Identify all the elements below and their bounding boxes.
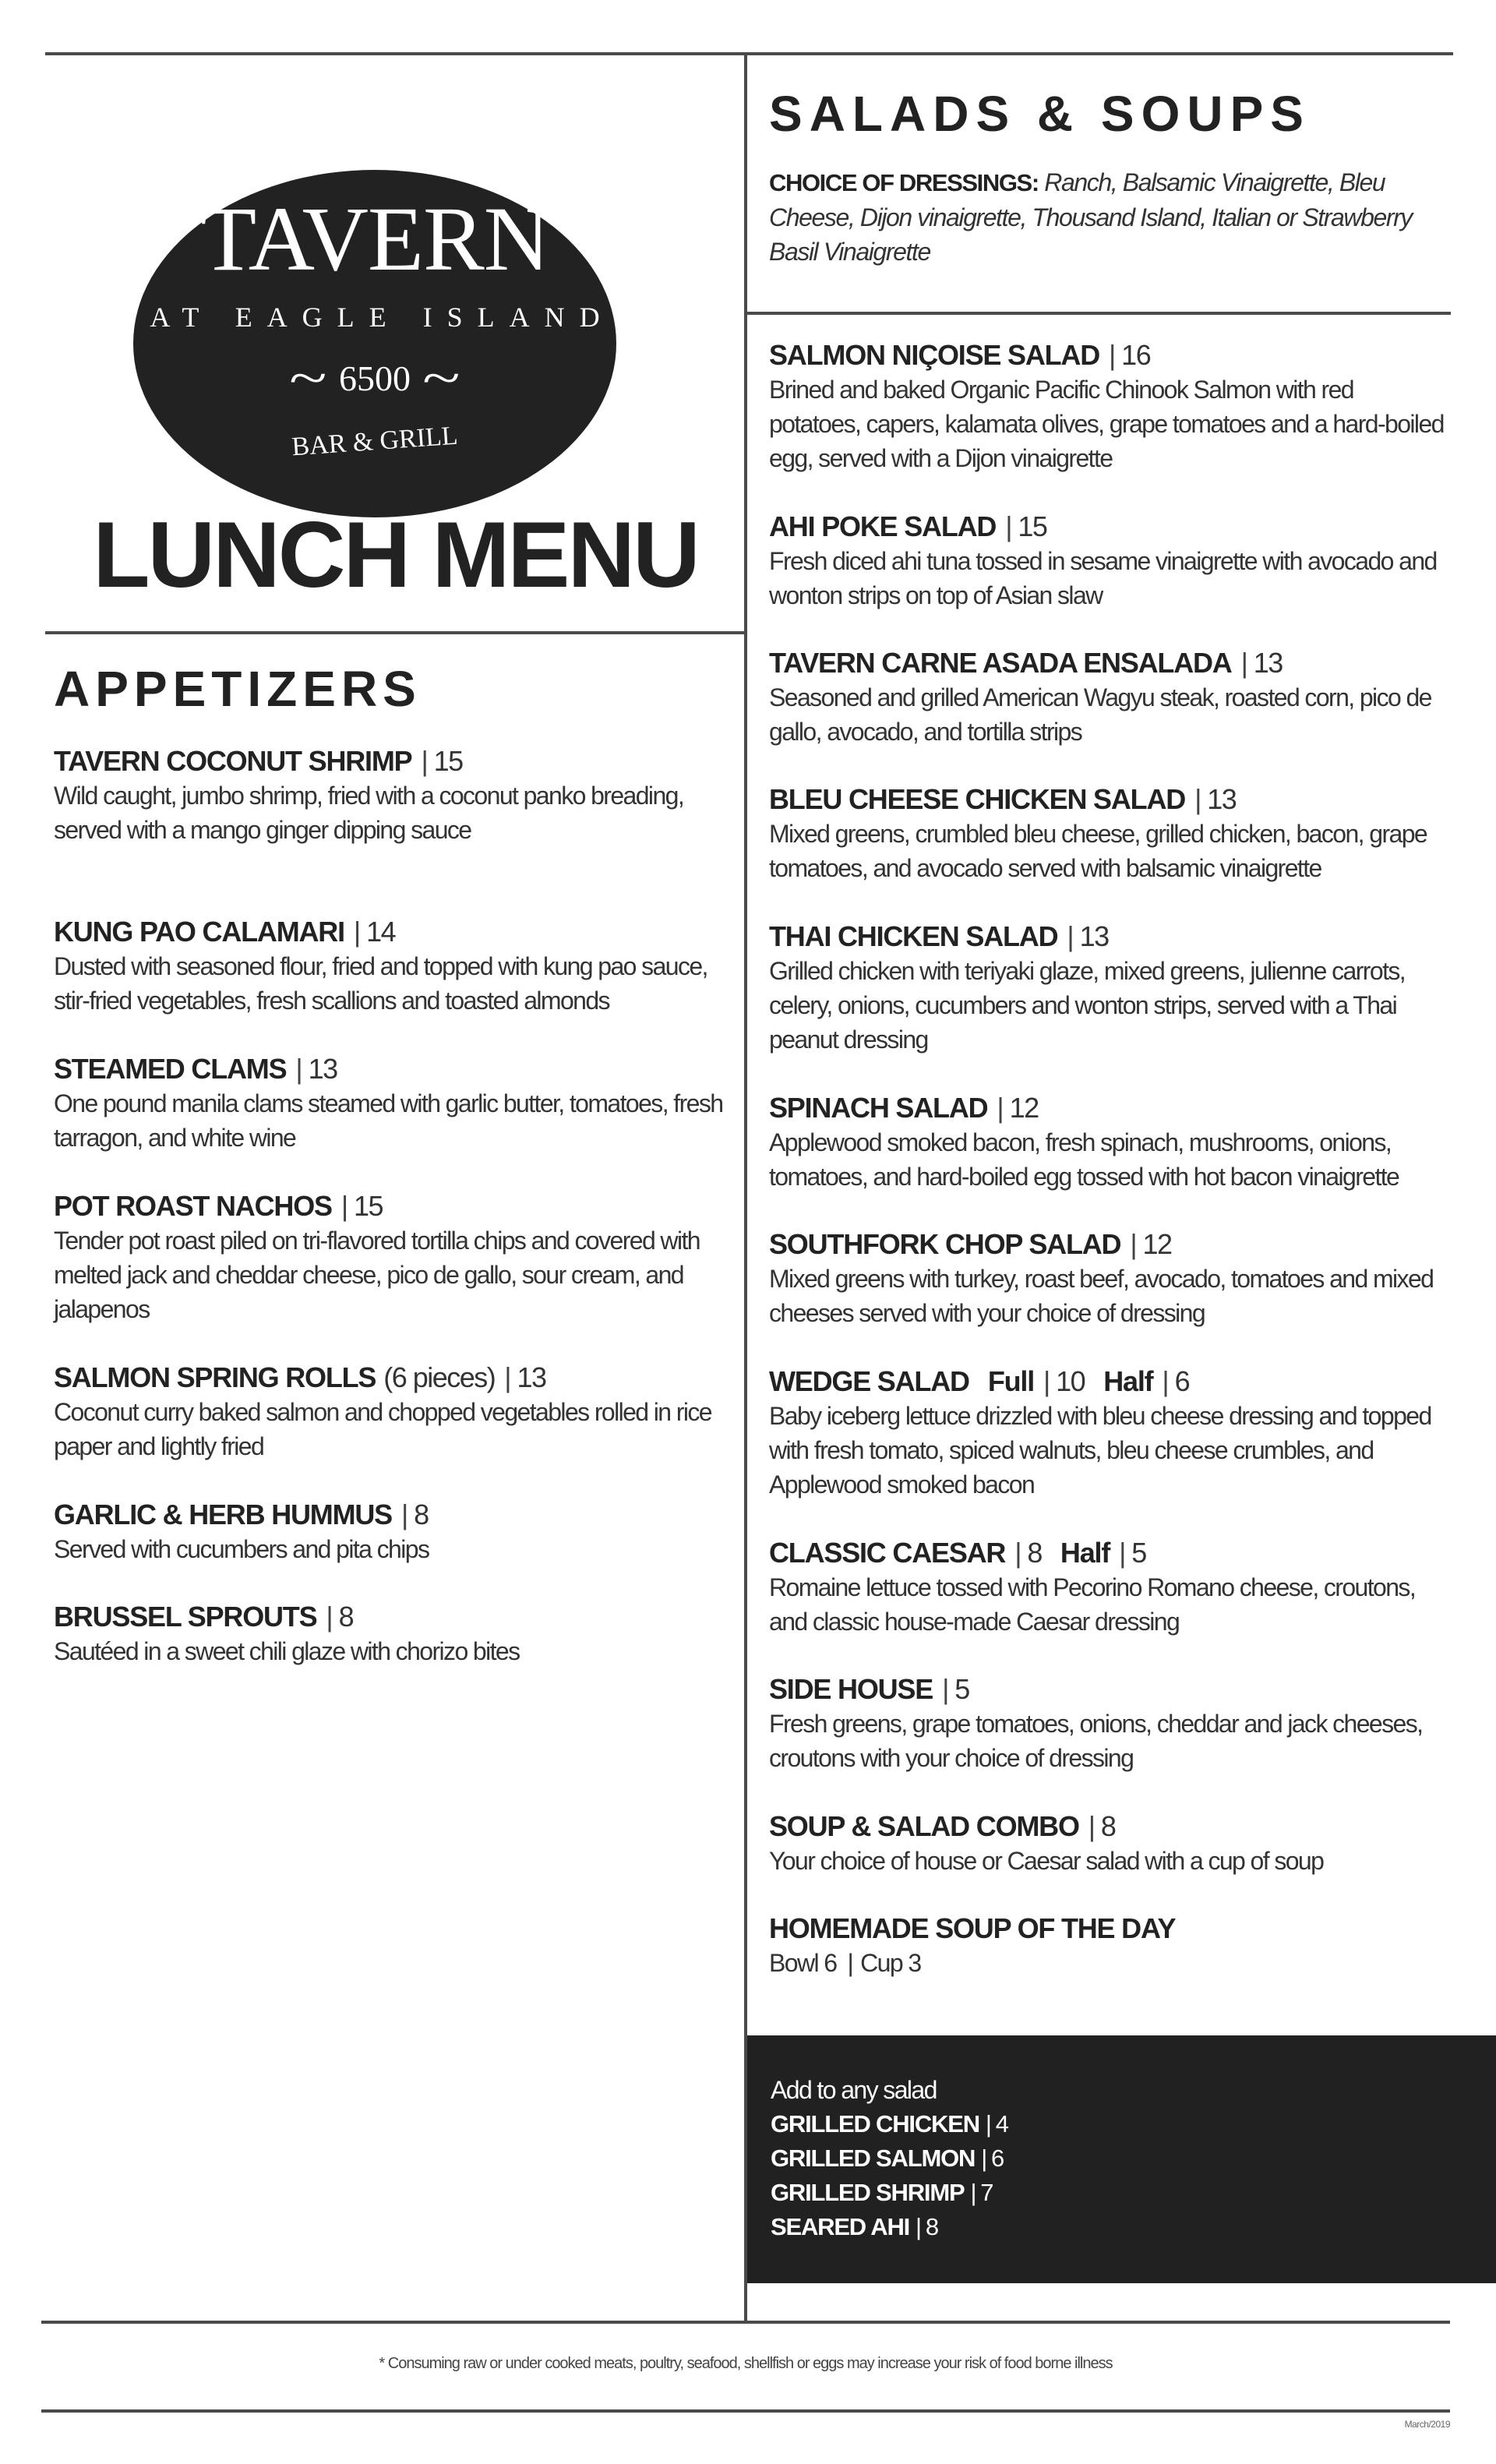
item-name: AHI POKE SALAD — [769, 510, 997, 542]
menu-item — [54, 1052, 732, 1155]
addon-item — [771, 2210, 1008, 2244]
appetizers-heading: APPETIZERS — [54, 661, 422, 717]
item-name: HOMEMADE SOUP OF THE DAY — [769, 1912, 1176, 1944]
item-description: Wild caught, jumbo shrimp, fried with a coconut panko breading, served with a mango ginger dipping sauce — [54, 782, 684, 844]
logo-number: 6500 — [339, 358, 411, 398]
restaurant-logo — [133, 170, 616, 517]
addon-price: 7 — [980, 2179, 993, 2206]
item-description: Dusted with seasoned flour, fried and topped with kung pao sauce, stir-fried vegetables, fresh scallions and toasted almonds — [54, 952, 707, 1015]
menu-item — [769, 338, 1447, 475]
separator: | — [340, 1190, 348, 1222]
addon-item — [771, 2107, 1008, 2141]
separator: | — [295, 1053, 302, 1085]
item-note: (6 pieces) — [383, 1361, 496, 1393]
item-price: 13 — [1253, 647, 1283, 679]
item-name: STEAMED CLAMS — [54, 1053, 287, 1085]
dressings-list: Ranch, Balsamic Vinaigrette, Bleu Cheese, Dijon vinaigrette, Thousand Island, Italian or Strawberry Basil Vinaigrette — [769, 168, 1413, 266]
menu-item — [769, 1912, 1447, 1980]
addon-item — [771, 2141, 1008, 2176]
item-description: Fresh greens, grape tomatoes, onions, cheddar and jack cheeses, croutons with your choice of dressing — [769, 1710, 1423, 1772]
item-price: 8 — [1100, 1810, 1116, 1842]
separator: | — [421, 745, 428, 777]
separator: | — [353, 916, 361, 948]
footer-top-rule — [41, 2321, 1450, 2324]
item-price: 8 — [338, 1601, 354, 1633]
addon-name: GRILLED SALMON — [771, 2145, 976, 2172]
item-name: POT ROAST NACHOS — [54, 1190, 332, 1222]
item-name: CLASSIC CAESAR — [769, 1537, 1006, 1569]
addons-intro: Add to any salad — [771, 2076, 937, 2104]
separator: | — [997, 1092, 1004, 1124]
full-label: Full — [987, 1365, 1034, 1397]
item-price: 15 — [1018, 510, 1047, 542]
separator: | — [326, 1601, 333, 1633]
separator: | — [970, 2179, 976, 2206]
item-name: SOUP & SALAD COMBO — [769, 1810, 1079, 1842]
separator: | — [1043, 1365, 1050, 1397]
item-name: BLEU CHEESE CHICKEN SALAD — [769, 783, 1186, 815]
dressings-rule — [746, 312, 1451, 315]
item-price: 12 — [1009, 1092, 1039, 1124]
item-price: 10 — [1056, 1365, 1085, 1397]
item-name: SALMON SPRING ROLLS — [54, 1361, 376, 1393]
separator: | — [1119, 1537, 1126, 1569]
separator: | — [1162, 1365, 1169, 1397]
menu-item — [769, 1672, 1447, 1775]
column-divider — [744, 52, 747, 2324]
half-label: Half — [1060, 1537, 1110, 1569]
item-price: 14 — [366, 916, 396, 948]
separator: | — [1109, 339, 1116, 371]
footer-bottom-rule — [41, 2409, 1450, 2413]
separator: | — [942, 1673, 949, 1705]
dressings-label: CHOICE OF DRESSINGS: — [769, 169, 1039, 196]
item-name: TAVERN COCONUT SHRIMP — [54, 745, 412, 777]
addon-price: 4 — [995, 2110, 1008, 2137]
separator: | — [847, 1949, 853, 1977]
separator: | — [504, 1361, 511, 1393]
menu-item — [769, 1227, 1447, 1330]
logo-subtitle: AT EAGLE ISLAND — [150, 302, 615, 333]
item-description: Brined and baked Organic Pacific Chinook Salmon with red potatoes, capers, kalamata olives, grape tomatoes and a hard-boiled egg, served with a Dijon vinaigrette — [769, 376, 1444, 472]
menu-item — [769, 1091, 1447, 1194]
food-safety-disclaimer: * Consuming raw or under cooked meats, poultry, seafood, shellfish or eggs may increase your risk of food borne illness — [379, 2355, 1113, 2372]
menu-date: March/2019 — [1404, 2419, 1450, 2430]
item-name: WEDGE SALAD — [769, 1365, 969, 1397]
menu-item — [769, 920, 1447, 1057]
separator: | — [916, 2213, 921, 2240]
item-price: 13 — [1079, 920, 1109, 952]
item-name: SIDE HOUSE — [769, 1673, 933, 1705]
item-price: 16 — [1121, 339, 1151, 371]
item-description: Sautéed in a sweet chili glaze with chorizo bites — [54, 1637, 520, 1665]
item-name: GARLIC & HERB HUMMUS — [54, 1499, 392, 1530]
separator: | — [1067, 920, 1074, 952]
menu-item — [769, 646, 1447, 749]
addon-name: GRILLED SHRIMP — [771, 2179, 965, 2206]
item-name: SPINACH SALAD — [769, 1092, 988, 1124]
menu-item — [769, 1809, 1447, 1878]
salads-heading: SALADS & SOUPS — [769, 86, 1311, 142]
item-description: Baby iceberg lettuce drizzled with bleu cheese dressing and topped with fresh tomato, spiced walnuts, bleu cheese crumbles, and Applewood smoked bacon — [769, 1402, 1431, 1499]
item-description: Your choice of house or Caesar salad with a cup of soup — [769, 1847, 1324, 1875]
item-price: 8 — [414, 1499, 429, 1530]
addon-name: SEARED AHI — [771, 2213, 910, 2240]
addon-price: 6 — [991, 2145, 1004, 2172]
item-description: One pound manila clams steamed with garlic butter, tomatoes, fresh tarragon, and white wine — [54, 1089, 723, 1152]
item-description: Fresh diced ahi tuna tossed in sesame vinaigrette with avocado and wonton strips on top of Asian slaw — [769, 547, 1437, 609]
item-name: TAVERN CARNE ASADA ENSALADA — [769, 647, 1232, 679]
item-description: Served with cucumbers and pita chips — [54, 1535, 429, 1563]
item-description: Grilled chicken with teriyaki glaze, mixed greens, julienne carrots, celery, onions, cucumbers and wonton strips, served with a Thai peanut dressing — [769, 957, 1406, 1054]
swash-left-icon: ~ — [289, 350, 327, 405]
item-description: Mixed greens with turkey, roast beef, avocado, tomatoes and mixed cheeses served with your choice of dressing — [769, 1265, 1434, 1327]
item-price: 8 — [1027, 1537, 1042, 1569]
left-header-rule — [45, 631, 746, 634]
separator: | — [1194, 783, 1201, 815]
separator: | — [1130, 1228, 1137, 1260]
menu-item — [769, 782, 1447, 885]
item-name: SALMON NIÇOISE SALAD — [769, 339, 1100, 371]
menu-item — [54, 915, 732, 1018]
item-description: Mixed greens, crumbled bleu cheese, grilled chicken, bacon, grape tomatoes, and avocado served with balsamic vinaigrette — [769, 820, 1427, 882]
item-name: SOUTHFORK CHOP SALAD — [769, 1228, 1121, 1260]
logo-number-row — [133, 350, 616, 405]
item-price: 12 — [1142, 1228, 1172, 1260]
half-price: 6 — [1174, 1365, 1190, 1397]
menu-item — [54, 744, 732, 847]
separator: | — [1088, 1810, 1095, 1842]
addons-panel — [747, 2035, 1496, 2283]
item-name: BRUSSEL SPROUTS — [54, 1601, 317, 1633]
item-price: 13 — [517, 1361, 546, 1393]
item-description: Tender pot roast piled on tri-flavored tortilla chips and covered with melted jack and cheddar cheese, pico de gallo, sour cream, and jalapenos — [54, 1227, 700, 1323]
menu-item — [54, 1498, 732, 1566]
menu-item — [769, 1536, 1447, 1639]
item-name: KUNG PAO CALAMARI — [54, 916, 344, 948]
logo-name: TAVERN — [200, 188, 549, 290]
menu-item — [54, 1189, 732, 1326]
logo-tagline: BAR & GRILL — [291, 421, 459, 462]
page-title: LUNCH MENU — [93, 503, 698, 607]
item-price: 5 — [954, 1673, 969, 1705]
addon-name: GRILLED CHICKEN — [771, 2110, 979, 2137]
soup-sizes — [769, 1946, 1447, 1980]
cup-price: Cup 3 — [860, 1949, 921, 1977]
bowl-price: Bowl 6 — [769, 1949, 837, 1977]
item-description: Coconut curry baked salmon and chopped vegetables rolled in rice paper and lightly fried — [54, 1398, 711, 1460]
item-price: 13 — [1207, 783, 1237, 815]
separator: | — [1014, 1537, 1021, 1569]
addon-item — [771, 2176, 1008, 2210]
separator: | — [400, 1499, 408, 1530]
top-rule — [45, 52, 1453, 55]
item-name: THAI CHICKEN SALAD — [769, 920, 1058, 952]
half-price: 5 — [1131, 1537, 1146, 1569]
addon-price: 8 — [925, 2213, 938, 2240]
menu-item — [54, 1361, 732, 1463]
separator: | — [981, 2145, 987, 2172]
menu-item — [769, 510, 1447, 612]
item-description: Romaine lettuce tossed with Pecorino Romano cheese, croutons, and classic house-made Caesar dressing — [769, 1573, 1416, 1636]
separator: | — [1240, 647, 1247, 679]
half-label: Half — [1103, 1365, 1153, 1397]
item-price: 15 — [433, 745, 463, 777]
swash-right-icon: ~ — [422, 350, 460, 405]
menu-item — [54, 1600, 732, 1668]
separator: | — [1005, 510, 1012, 542]
item-price: 15 — [353, 1190, 383, 1222]
item-description: Seasoned and grilled American Wagyu steak, roasted corn, pico de gallo, avocado, and tortilla strips — [769, 683, 1431, 746]
menu-item — [769, 1364, 1447, 1502]
separator: | — [985, 2110, 991, 2137]
item-price: 13 — [308, 1053, 337, 1085]
item-description: Applewood smoked bacon, fresh spinach, mushrooms, onions, tomatoes, and hard-boiled egg tossed with hot bacon vinaigrette — [769, 1128, 1399, 1191]
dressings-note — [769, 165, 1447, 269]
